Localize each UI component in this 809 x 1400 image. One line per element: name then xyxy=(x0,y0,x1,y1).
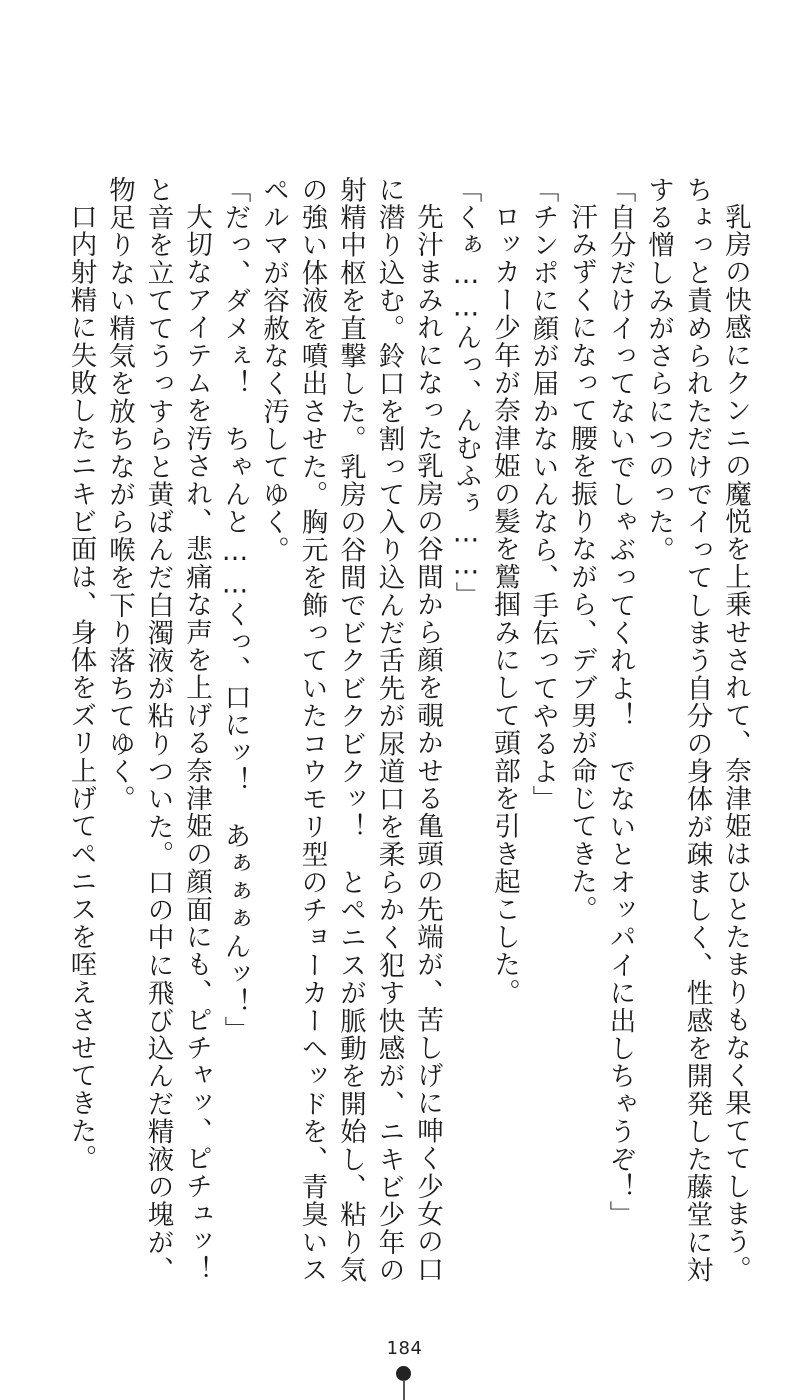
vertical-text-body xyxy=(61,176,751,1296)
text-line: 汗みずくになって腰を振りながら、デブ男が命じてきた。 xyxy=(566,203,597,924)
text-line: の強い体液を噴出させた。胸元を飾っていたコウモリ型のチョーカーヘッドを、青臭いス xyxy=(296,176,328,1284)
text-line: 「チンポに顔が届かないんなら、手伝ってやるよ」 xyxy=(527,176,559,814)
text-line: 先汁まみれになった乳房の谷間から顔を覗かせる亀頭の先端が、苦しげに呻く少女の口 xyxy=(412,203,443,1284)
text-line: 「だっ、ダメぇ！ ちゃんと……くっ、口にッ！ あぁぁぁんッ！」 xyxy=(219,176,251,1044)
text-line: 乳房の快感にクンニの魔悦を上乗せされて、奈津姫はひとたまりもなく果ててしまう。 xyxy=(720,203,751,1284)
text-line: する憎しみがさらにつのった。 xyxy=(643,176,674,564)
page-ornament-dot xyxy=(396,1366,411,1381)
text-line: ロッカー少年が奈津姫の髪を鷲掴みにして頭部を引き起こした。 xyxy=(489,203,520,1007)
page-ornament-stem xyxy=(403,1380,405,1400)
text-line: に潜り込む。鈴口を割って入り込んだ舌先が尿道口を柔らかく犯す快感が、ニキビ少年の xyxy=(373,176,405,1284)
text-line: と音を立ててうっすらと黄ばんだ白濁液が粘りついた。口の中に飛び込んだ精液の塊が、 xyxy=(142,176,174,1284)
text-line: 物足りない精気を放ちながら喉を下り落ちてゆく。 xyxy=(104,176,135,814)
text-line: ペルマが容赦なく汚してゆく。 xyxy=(258,176,289,564)
text-line: 口内射精に失敗したニキビ面は、身体をズリ上げてペニスを咥えさせてきた。 xyxy=(65,203,97,1173)
text-line: 射精中枢を直撃した。乳房の谷間でビクビクビクッ！ とペニスが脈動を開始し、粘り気 xyxy=(335,176,366,1284)
page-number: 184 xyxy=(386,1338,423,1359)
text-line: 「自分だけイってないでしゃぶってくれよ！ でないとオッパイに出しちゃうぞ！」 xyxy=(604,176,636,1229)
text-line: 「くぁ……んっ、んむふぅ……」 xyxy=(450,176,482,610)
text-line: 大切なアイテムを汚され、悲痛な声を上げる奈津姫の顔面にも、ピチャッ、ピチュッ！ xyxy=(181,203,212,1284)
text-line: ちょっと責められただけでイってしまう自分の身体が疎ましく、性感を開発した藤堂に対 xyxy=(681,176,713,1284)
